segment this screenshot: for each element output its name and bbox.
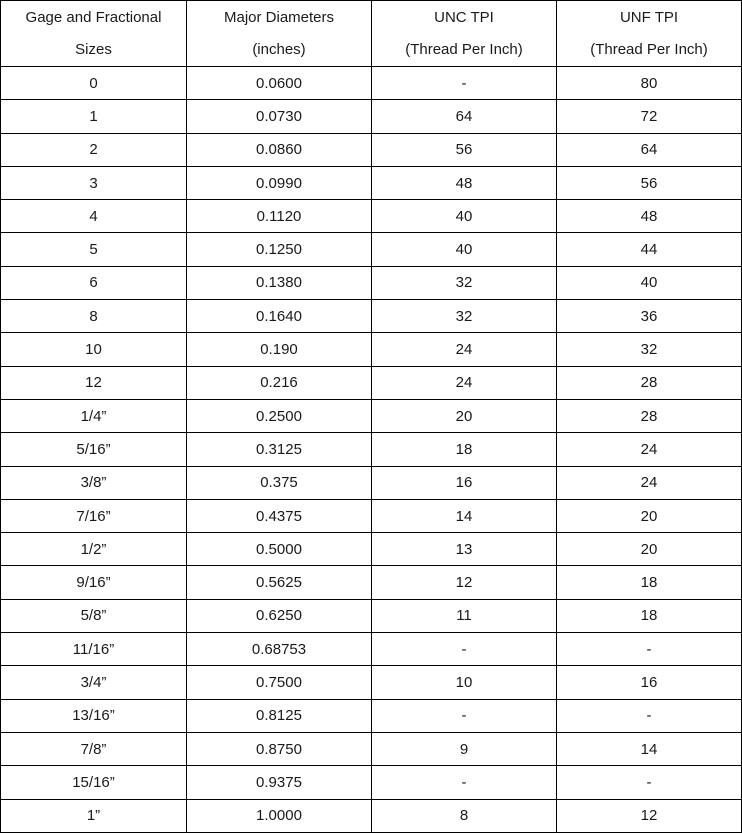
table-row [1, 133, 742, 166]
cell-major-diameter: 0.6250 [187, 599, 372, 632]
table-row [1, 732, 742, 765]
cell-major-diameter: 0.0990 [187, 166, 372, 199]
cell-unf-tpi: 16 [557, 666, 742, 699]
cell-major-diameter: 0.2500 [187, 399, 372, 432]
cell-unf-tpi: 32 [557, 333, 742, 366]
header-size-line2: Sizes [75, 40, 112, 58]
cell-size: 15/16” [1, 766, 187, 799]
cell-size: 3/8” [1, 466, 187, 499]
cell-size: 1” [1, 799, 187, 832]
cell-unf-tpi: 64 [557, 133, 742, 166]
table-row [1, 533, 742, 566]
cell-size: 7/8” [1, 732, 187, 765]
cell-unc-tpi: - [372, 633, 557, 666]
cell-major-diameter: 0.0860 [187, 133, 372, 166]
table-row [1, 433, 742, 466]
cell-unc-tpi: 12 [372, 566, 557, 599]
cell-unc-tpi: 16 [372, 466, 557, 499]
table-row [1, 366, 742, 399]
cell-unf-tpi: 12 [557, 799, 742, 832]
cell-major-diameter: 0.1120 [187, 200, 372, 233]
cell-size: 4 [1, 200, 187, 233]
table-row [1, 766, 742, 799]
cell-size: 3/4” [1, 666, 187, 699]
cell-unf-tpi: 18 [557, 599, 742, 632]
table-row [1, 67, 742, 100]
cell-major-diameter: 0.1640 [187, 300, 372, 333]
header-unf-tpi [557, 1, 742, 67]
cell-major-diameter: 0.216 [187, 366, 372, 399]
cell-major-diameter: 0.5000 [187, 533, 372, 566]
header-unc-tpi [372, 1, 557, 67]
cell-unf-tpi: 48 [557, 200, 742, 233]
cell-size: 1 [1, 100, 187, 133]
cell-unc-tpi: - [372, 67, 557, 100]
cell-unf-tpi: 56 [557, 166, 742, 199]
cell-major-diameter: 0.0730 [187, 100, 372, 133]
cell-unc-tpi: 40 [372, 233, 557, 266]
cell-unc-tpi: 40 [372, 200, 557, 233]
cell-unc-tpi: 32 [372, 300, 557, 333]
cell-major-diameter: 0.4375 [187, 499, 372, 532]
cell-unc-tpi: - [372, 699, 557, 732]
cell-unc-tpi: 9 [372, 732, 557, 765]
cell-unf-tpi: 36 [557, 300, 742, 333]
cell-unf-tpi: 80 [557, 67, 742, 100]
cell-size: 5/8” [1, 599, 187, 632]
cell-unc-tpi: 32 [372, 266, 557, 299]
table-row [1, 666, 742, 699]
cell-unf-tpi: - [557, 633, 742, 666]
cell-size: 2 [1, 133, 187, 166]
header-unc-tpi-line1: UNC TPI [434, 8, 494, 26]
header-unf-tpi-line1: UNF TPI [619, 8, 679, 26]
cell-unc-tpi: 11 [372, 599, 557, 632]
cell-size: 5 [1, 233, 187, 266]
header-size [1, 1, 187, 67]
cell-size: 8 [1, 300, 187, 333]
table-row [1, 566, 742, 599]
table-row [1, 166, 742, 199]
header-unf-tpi-line2: (Thread Per Inch) [590, 40, 708, 58]
cell-unf-tpi: 14 [557, 732, 742, 765]
table-row [1, 499, 742, 532]
cell-size: 0 [1, 67, 187, 100]
cell-unf-tpi: - [557, 766, 742, 799]
cell-unc-tpi: 24 [372, 333, 557, 366]
table-row [1, 799, 742, 832]
cell-size: 6 [1, 266, 187, 299]
cell-major-diameter: 0.5625 [187, 566, 372, 599]
table-row [1, 633, 742, 666]
cell-major-diameter: 0.7500 [187, 666, 372, 699]
table-row [1, 200, 742, 233]
cell-unf-tpi: 24 [557, 433, 742, 466]
cell-unc-tpi: 13 [372, 533, 557, 566]
cell-size: 12 [1, 366, 187, 399]
cell-unc-tpi: 20 [372, 399, 557, 432]
header-size-line1: Gage and Fractional [25, 8, 162, 26]
cell-size: 7/16” [1, 499, 187, 532]
table-header [1, 1, 742, 67]
table-row [1, 466, 742, 499]
cell-size: 1/4” [1, 399, 187, 432]
header-major-diameter [187, 1, 372, 67]
table-row [1, 699, 742, 732]
cell-major-diameter: 0.68753 [187, 633, 372, 666]
cell-size: 5/16” [1, 433, 187, 466]
cell-size: 9/16” [1, 566, 187, 599]
table-row [1, 599, 742, 632]
cell-major-diameter: 0.190 [187, 333, 372, 366]
cell-unc-tpi: 10 [372, 666, 557, 699]
cell-unf-tpi: 20 [557, 533, 742, 566]
cell-unf-tpi: - [557, 699, 742, 732]
table-row [1, 399, 742, 432]
cell-unf-tpi: 44 [557, 233, 742, 266]
cell-unf-tpi: 28 [557, 366, 742, 399]
cell-unc-tpi: 18 [372, 433, 557, 466]
cell-major-diameter: 0.1380 [187, 266, 372, 299]
table-row [1, 300, 742, 333]
cell-unc-tpi: 14 [372, 499, 557, 532]
cell-major-diameter: 0.375 [187, 466, 372, 499]
table-row [1, 333, 742, 366]
cell-unc-tpi: 56 [372, 133, 557, 166]
cell-size: 10 [1, 333, 187, 366]
cell-major-diameter: 0.0600 [187, 67, 372, 100]
cell-unc-tpi: 8 [372, 799, 557, 832]
cell-unc-tpi: 64 [372, 100, 557, 133]
cell-major-diameter: 0.8750 [187, 732, 372, 765]
cell-size: 11/16” [1, 633, 187, 666]
header-major-diameter-line1: Major Diameters [223, 8, 335, 26]
cell-size: 13/16” [1, 699, 187, 732]
cell-unf-tpi: 72 [557, 100, 742, 133]
cell-unc-tpi: 24 [372, 366, 557, 399]
cell-unc-tpi: - [372, 766, 557, 799]
cell-unf-tpi: 24 [557, 466, 742, 499]
header-major-diameter-line2: (inches) [252, 40, 306, 58]
table-row [1, 266, 742, 299]
table-row [1, 233, 742, 266]
cell-unf-tpi: 28 [557, 399, 742, 432]
cell-size: 1/2” [1, 533, 187, 566]
table-body [1, 67, 742, 833]
cell-unf-tpi: 20 [557, 499, 742, 532]
table-row [1, 100, 742, 133]
cell-major-diameter: 0.1250 [187, 233, 372, 266]
header-row [1, 1, 742, 67]
cell-size: 3 [1, 166, 187, 199]
cell-major-diameter: 1.0000 [187, 799, 372, 832]
cell-major-diameter: 0.9375 [187, 766, 372, 799]
header-unc-tpi-line2: (Thread Per Inch) [405, 40, 523, 58]
cell-unf-tpi: 40 [557, 266, 742, 299]
cell-unc-tpi: 48 [372, 166, 557, 199]
cell-unf-tpi: 18 [557, 566, 742, 599]
cell-major-diameter: 0.3125 [187, 433, 372, 466]
cell-major-diameter: 0.8125 [187, 699, 372, 732]
